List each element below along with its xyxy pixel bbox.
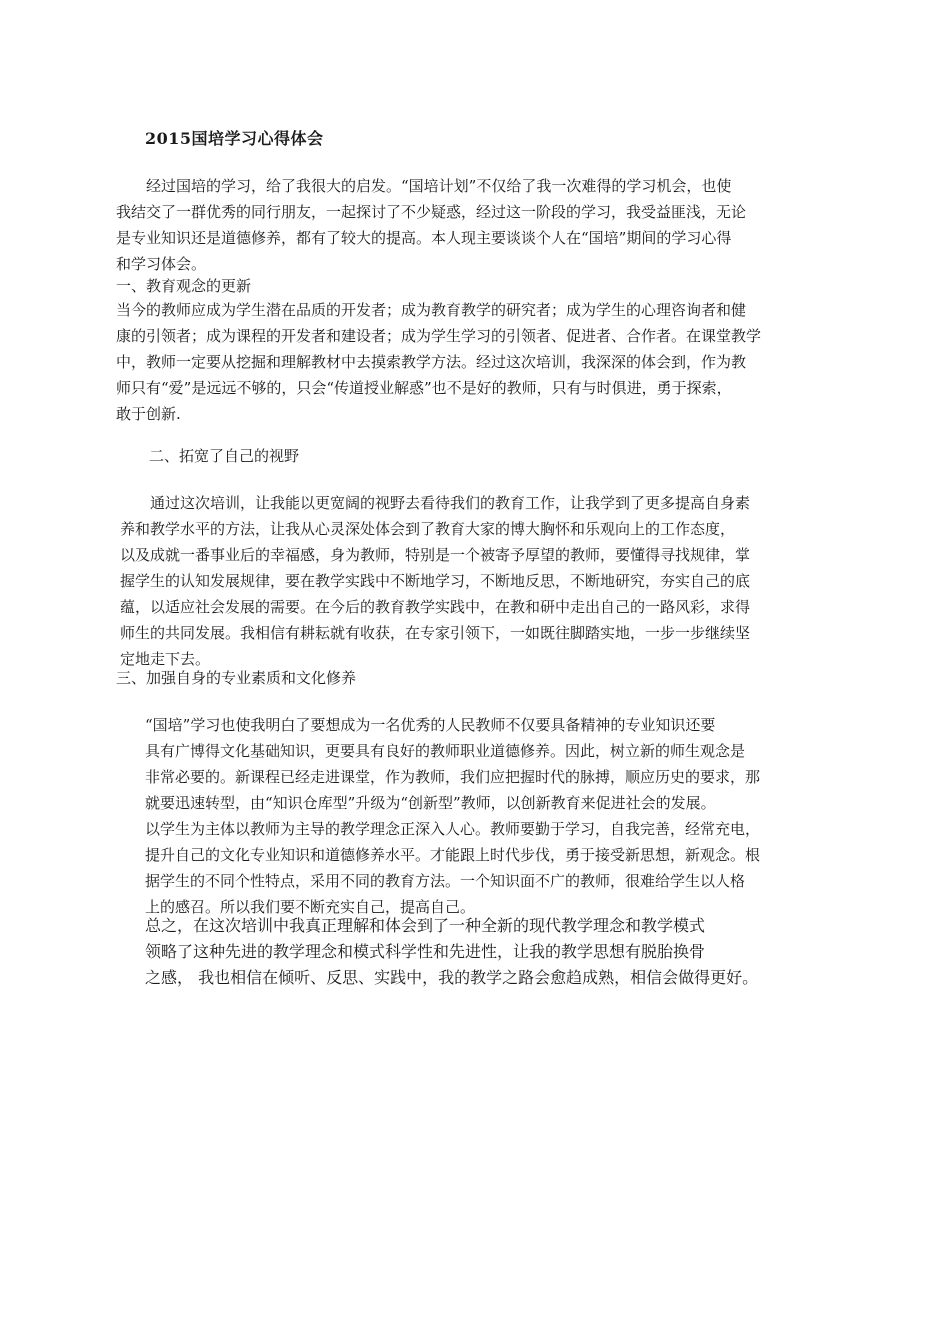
text-line: 康的引领者；成为课程的开发者和建设者；成为学生学习的引领者、促进者、合作者。在课堂教学 [116,327,762,345]
text-line: 以及成就一番事业后的幸福感，身为教师，特别是一个被寄予厚望的教师，要懂得寻找规律，掌 [120,546,751,564]
text-line: 养和教学水平的方法，让我从心灵深处体会到了教育大家的博大胸怀和乐观向上的工作态度， [120,520,736,538]
paragraph-intro [116,173,746,277]
text-line: 提升自己的文化专业知识和道德修养水平。才能跟上时代步伐，勇于接受新思想，新观念。根 [145,846,761,864]
text-line: 师生的共同发展。我相信有耕耘就有收获，在专家引领下，一如既往脚踏实地，一步一步继续坚 [120,624,751,642]
text-line: 中，教师一定要从挖掘和理解教材中去摸索教学方法。经过这次培训，我深深的体会到，作为教 [116,353,747,371]
section-heading-3: 三、加强自身的专业素质和文化修养 [116,669,357,687]
text-line: 师只有“爱”是远远不够的，只会“传道授业解惑”也不是好的教师，只有与时俱进，勇于探索， [116,379,732,397]
text-line: 敢于创新. [116,405,181,423]
paragraph-conclusion [145,913,758,991]
text-line: 领略了这种先进的教学理念和模式科学性和先进性，让我的教学思想有脱胎换骨 [145,942,706,961]
text-line: 以学生为主体以教师为主导的教学理念正深入人心。教师要勤于学习，自我完善，经常充电， [145,820,761,838]
text-line: 具有广博得文化基础知识，更要具有良好的教师职业道德修养。因此，树立新的师生观念是 [145,742,746,760]
paragraph-section-3 [145,712,760,920]
text-line: 总之，在这次培训中我真正理解和体会到了一种全新的现代教学理念和教学模式 [145,916,706,935]
text-line: 通过这次培训，让我能以更宽阔的视野去看待我们的教育工作，让我学到了更多提高自身素 [120,494,751,512]
section-heading-1: 一、教育观念的更新 [116,277,252,295]
section-heading-2: 二、拓宽了自己的视野 [149,447,300,465]
text-line: 据学生的不同个性特点，采用不同的教育方法。一个知识面不广的教师，很难给学生以人格 [145,872,746,890]
text-line: 是专业知识还是道德修养，都有了较大的提高。本人现主要谈谈个人在“国培”期间的学习心得 [116,229,732,247]
text-line: 就要迅速转型，由“知识仓库型”升级为“创新型”教师，以创新教育来促进社会的发展。 [145,794,716,812]
text-line: 蕴，以适应社会发展的需要。在今后的教育教学实践中，在教和研中走出自己的一路风彩，求得 [120,598,751,616]
document-title: 2015国培学习心得体会 [145,129,324,148]
text-line: 经过国培的学习，给了我很大的启发。“国培计划”不仅给了我一次难得的学习机会，也使 [116,177,732,195]
text-line: 握学生的认知发展规律，要在教学实践中不断地学习，不断地反思，不断地研究，夯实自己的底 [120,572,751,590]
text-line: 当今的教师应成为学生潜在品质的开发者；成为教育教学的研究者；成为学生的心理咨询者和健 [116,301,747,319]
text-line: 上的感召。所以我们要不断充实自己，提高自己。 [145,898,476,916]
text-line: 之感， 我也相信在倾听、反思、实践中，我的教学之路会愈趋成熟，相信会做得更好。 [145,968,759,987]
text-line: 非常必要的。新课程已经走进课堂，作为教师，我们应把握时代的脉搏，顺应历史的要求，那 [145,768,761,786]
paragraph-section-2 [120,490,750,672]
text-line: 我结交了一群优秀的同行朋友，一起探讨了不少疑惑，经过这一阶段的学习，我受益匪浅，无论 [116,203,747,221]
text-line: “国培”学习也使我明白了要想成为一名优秀的人民教师不仅要具备精神的专业知识还要 [145,716,716,734]
text-line: 和学习体会。 [116,255,207,273]
paragraph-section-1 [116,297,761,427]
text-line: 定地走下去。 [120,650,211,668]
